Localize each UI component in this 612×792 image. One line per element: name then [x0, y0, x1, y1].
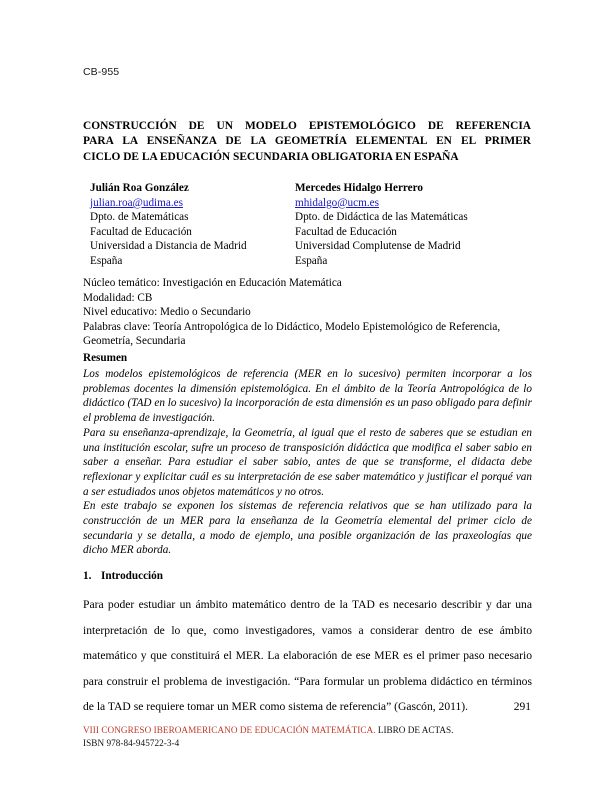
page-footer	[83, 724, 543, 749]
author-block	[90, 181, 535, 269]
page-title	[83, 119, 531, 165]
section-heading-introduccion	[83, 570, 163, 582]
running-head: CB-955	[83, 66, 120, 78]
section-title: Introducción	[101, 570, 163, 582]
metadata-modalidad: Modalidad: CB	[83, 291, 153, 304]
metadata-nucleo-tematico: Núcleo temático: Investigación en Educación Matemática	[83, 277, 342, 289]
abstract-paragraph-2: Para su enseñanza-aprendizaje, la Geometría, al igual que el resto de saberes que se estudian en una institución escolar, sufre un proceso de transposición didáctica que modifica el saber sabio en saber a enseñar. Para estudiar el saber sabio, antes de que se transforme, el didacta debe reflexionar y explicitar cuál es su interpretación de ese saber matemático y justificar el porqué van a ser estudiados unos objetos matemáticos y no otros.	[83, 426, 532, 498]
footer-isbn: ISBN 978-84-945722-3-4	[83, 737, 180, 748]
title-line-2: PARA LA ENSEÑANZA DE LA GEOMETRÍA ELEMENTAL EN EL PRIMER	[83, 135, 531, 148]
page-number: 291	[513, 701, 531, 713]
author-country: España	[295, 254, 328, 267]
author-column-2	[295, 181, 535, 269]
body-paragraph-1: Para poder estudiar un ámbito matemático dentro de la TAD es necesario describir y dar una interpretación de lo que, como investigadores, vamos a considerar dentro de ese ámbito matemático y que constituirá el MER. La elaboración de ese MER es el primer paso necesario para construir el problema de investigación. “Para formular un problema didáctico en términos de la TAD se requiere tomar un MER como sistema de referencia” (Gascón, 2011).	[83, 598, 532, 713]
author-university: Universidad Complutense de Madrid	[295, 240, 461, 253]
title-line-1: CONSTRUCCIÓN DE UN MODELO EPISTEMOLÓGICO DE REFERENCIA	[83, 120, 531, 132]
author-column-1	[90, 181, 295, 269]
abstract-paragraph-1: Los modelos epistemológicos de referencia (MER en lo sucesivo) permiten incorporar a los problemas docentes la dimensión epistemológica. En el ámbito de la Teoría Antropológica de lo didáctico (TAD en lo sucesivo) la incorporación de esta dimensión es un paso obligado para definir el problema de investigación.	[83, 368, 532, 425]
footer-congress-name: VIII CONGRESO IBEROAMERICANO DE EDUCACIÓN MATEMÁTICA.	[83, 725, 376, 735]
author-department: Dpto. de Matemáticas	[90, 211, 189, 224]
title-line-3: CICLO DE LA EDUCACIÓN SECUNDARIA OBLIGATORIA EN ESPAÑA	[83, 150, 459, 163]
abstract-paragraph-3: En este trabajo se exponen los sistemas de referencia relativos que se han utilizado para la construcción de un MER para la enseñanza de la Geometría elemental del primer ciclo de secundaria y se detalla, a modo de ejemplo, una posible organización de las praxeologías que dicho MER aborda.	[83, 500, 532, 557]
author-country: España	[90, 254, 123, 267]
author-name: Mercedes Hidalgo Herrero	[295, 182, 423, 194]
author-faculty: Facultad de Educación	[295, 225, 397, 238]
author-department: Dpto. de Didáctica de las Matemáticas	[295, 211, 468, 224]
abstract-heading: Resumen	[83, 352, 128, 364]
metadata-palabras-clave: Palabras clave: Teoría Antropológica de lo Didáctico, Modelo Epistemológico de Referencia, Geometría, Secundaria	[83, 320, 501, 348]
metadata-nivel-educativo: Nivel educativo: Medio o Secundario	[83, 306, 251, 319]
author-university: Universidad a Distancia de Madrid	[90, 240, 247, 253]
section-body	[83, 592, 532, 720]
metadata-block	[83, 276, 533, 349]
section-number: 1.	[83, 570, 92, 582]
author-faculty: Facultad de Educación	[90, 225, 192, 238]
footer-book-label: LIBRO DE ACTAS.	[375, 725, 454, 735]
author-name: Julián Roa González	[90, 182, 189, 194]
abstract-body	[83, 367, 532, 558]
author-email-link[interactable]: julian.roa@udima.es	[90, 196, 183, 209]
author-email-link[interactable]: mhidalgo@ucm.es	[295, 196, 379, 209]
